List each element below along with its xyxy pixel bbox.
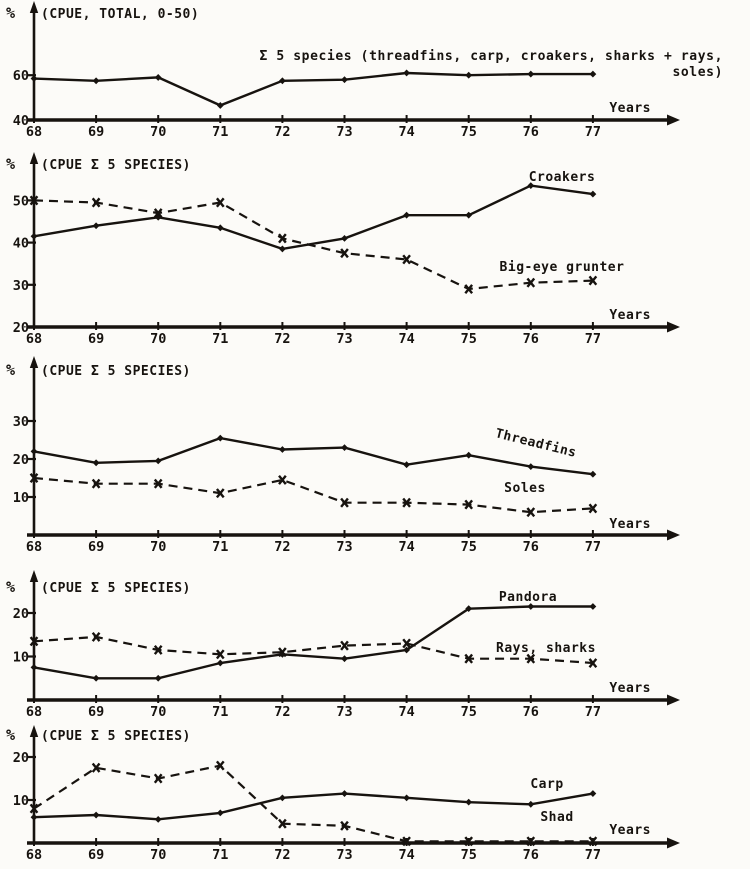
x-tick-label: 71	[212, 539, 229, 555]
series-line-5-species-total	[34, 73, 593, 105]
point-marker-icon	[590, 471, 597, 478]
x-marker-icon	[341, 641, 348, 649]
x-axis-arrow-icon	[667, 838, 680, 849]
x-tick-label: 74	[398, 124, 415, 140]
x-tick-label: 68	[25, 124, 43, 140]
chart-title: (CPUE, TOTAL, 0-50)	[41, 7, 200, 22]
point-marker-icon	[155, 816, 162, 823]
x-tick-label: 77	[584, 704, 602, 720]
series-label-croakers: Croakers	[528, 170, 596, 185]
point-marker-icon	[217, 435, 224, 442]
point-marker-icon	[279, 794, 286, 801]
y-tick-label: 20	[12, 452, 29, 468]
axes	[27, 356, 680, 541]
x-tick-label: 69	[87, 847, 105, 863]
point-marker-icon	[93, 77, 100, 84]
point-marker-icon	[527, 71, 534, 78]
point-marker-icon	[341, 655, 348, 662]
point-marker-icon	[93, 459, 100, 466]
annotation-line: Σ 5 species (threadfins, carp, croakers, sharks + rays,	[259, 49, 723, 64]
point-marker-icon	[31, 664, 38, 671]
percent-label: %	[6, 4, 16, 22]
x-tick-label: 76	[522, 331, 539, 345]
point-marker-icon	[465, 72, 472, 79]
x-tick-label: 73	[336, 704, 353, 720]
chart-title: (CPUE Σ 5 SPECIES)	[41, 581, 191, 596]
point-marker-icon	[341, 790, 348, 797]
chart-canvas-pandora-rays-sharks	[0, 557, 750, 722]
x-tick-label: 69	[87, 539, 105, 555]
point-marker-icon	[279, 77, 286, 84]
point-marker-icon	[590, 603, 597, 610]
x-tick-label: 70	[150, 847, 167, 863]
x-tick-label: 70	[150, 124, 167, 140]
x-tick-label: 72	[274, 539, 291, 555]
x-tick-label: 69	[87, 124, 105, 140]
y-tick-label: 10	[12, 649, 29, 666]
series-line-croakers	[34, 186, 593, 249]
x-tick-label: 73	[336, 124, 353, 140]
chart-title: (CPUE Σ 5 SPECIES)	[41, 364, 191, 379]
x-tick-label: 70	[150, 331, 167, 345]
years-label: Years	[609, 517, 651, 532]
y-tick-label: 10	[12, 793, 29, 809]
x-tick-label: 71	[212, 331, 229, 345]
chart-cpue-total	[0, 0, 750, 145]
x-tick-label: 76	[522, 704, 539, 720]
x-axis-arrow-icon	[667, 322, 680, 333]
y-axis-arrow-icon	[30, 725, 38, 737]
chart-carp-shad	[0, 722, 750, 869]
point-marker-icon	[155, 675, 162, 682]
point-marker-icon	[465, 452, 472, 459]
y-tick-label: 50	[12, 193, 29, 210]
point-marker-icon	[31, 448, 38, 455]
x-tick-label: 70	[150, 704, 167, 720]
y-axis-arrow-icon	[30, 152, 38, 164]
point-marker-icon	[403, 70, 410, 77]
y-tick-label: 20	[12, 750, 29, 766]
x-tick-label: 68	[25, 331, 43, 345]
point-marker-icon	[590, 790, 597, 797]
x-tick-label: 77	[584, 331, 602, 345]
x-tick-label: 75	[460, 124, 477, 140]
x-tick-label: 70	[150, 539, 167, 555]
x-tick-label: 69	[87, 704, 105, 720]
y-tick-label: 30	[12, 277, 29, 294]
x-tick-label: 72	[274, 124, 291, 140]
x-tick-label: 74	[398, 539, 415, 555]
series-label-soles: Soles	[504, 481, 546, 496]
x-tick-label: 73	[336, 847, 353, 863]
series-label-rays-sharks: Rays, sharks	[496, 641, 596, 656]
x-tick-label: 71	[212, 847, 229, 863]
x-tick-label: 76	[522, 847, 539, 863]
chart-canvas-cpue-total	[0, 0, 750, 145]
x-tick-label: 74	[398, 331, 415, 345]
x-tick-label: 75	[460, 331, 477, 345]
x-tick-label: 77	[584, 124, 602, 140]
point-marker-icon	[341, 76, 348, 83]
point-marker-icon	[155, 458, 162, 465]
x-tick-label: 74	[398, 847, 415, 863]
point-marker-icon	[93, 222, 100, 229]
point-marker-icon	[341, 444, 348, 451]
x-tick-label: 68	[25, 704, 43, 720]
y-axis-arrow-icon	[30, 356, 38, 368]
x-tick-label: 68	[25, 847, 43, 863]
y-axis-arrow-icon	[30, 1, 38, 13]
x-tick-label: 74	[398, 704, 415, 720]
point-marker-icon	[403, 794, 410, 801]
point-marker-icon	[279, 446, 286, 453]
y-tick-label: 10	[12, 490, 29, 506]
x-tick-label: 75	[460, 704, 477, 720]
series-label-threadfins: Threadfins	[493, 426, 579, 461]
y-tick-label: 30	[12, 414, 29, 430]
x-tick-label: 69	[87, 331, 105, 345]
point-marker-icon	[590, 71, 597, 78]
y-tick-label: 60	[12, 68, 29, 85]
series-label-carp: Carp	[530, 777, 564, 792]
x-tick-label: 72	[274, 704, 291, 720]
x-tick-label: 71	[212, 704, 229, 720]
series-label-big-eye-grunter: Big-eye grunter	[499, 260, 625, 275]
x-tick-label: 76	[522, 124, 539, 140]
x-axis-arrow-icon	[667, 530, 680, 541]
percent-label: %	[6, 578, 16, 596]
point-marker-icon	[31, 814, 38, 821]
series-label-shad: Shad	[540, 810, 574, 825]
years-label: Years	[609, 101, 651, 116]
point-marker-icon	[279, 246, 286, 253]
y-axis-arrow-icon	[30, 570, 38, 582]
x-tick-label: 75	[460, 847, 477, 863]
chart-pandora-rays-sharks	[0, 557, 750, 722]
chart-title: (CPUE Σ 5 SPECIES)	[41, 158, 191, 173]
x-tick-label: 75	[460, 539, 477, 555]
x-tick-label: 77	[584, 847, 602, 863]
x-axis-arrow-icon	[667, 115, 680, 126]
chart-title: (CPUE Σ 5 SPECIES)	[41, 729, 191, 744]
series-croakers	[31, 182, 597, 252]
series-5-species-total	[31, 70, 597, 109]
point-marker-icon	[403, 212, 410, 219]
annotation-line: soles)	[672, 65, 723, 80]
chart-threadfins-soles	[0, 345, 750, 557]
point-marker-icon	[217, 810, 224, 817]
point-marker-icon	[93, 675, 100, 682]
x-tick-label: 77	[584, 539, 602, 555]
x-tick-label: 73	[336, 331, 353, 345]
point-marker-icon	[465, 799, 472, 806]
percent-label: %	[6, 726, 16, 744]
chart-canvas-threadfins-soles	[0, 345, 750, 557]
y-tick-label: 20	[12, 320, 29, 336]
point-marker-icon	[155, 74, 162, 81]
x-tick-label: 71	[212, 124, 229, 140]
point-marker-icon	[217, 224, 224, 231]
series-line-carp	[34, 794, 593, 820]
point-marker-icon	[341, 235, 348, 242]
years-label: Years	[609, 681, 651, 696]
x-tick-label: 72	[274, 331, 291, 345]
y-tick-label: 40	[12, 235, 29, 252]
series-label-pandora: Pandora	[498, 590, 558, 605]
point-marker-icon	[590, 191, 597, 198]
series-carp	[31, 790, 597, 823]
years-label: Years	[609, 823, 651, 838]
x-tick-label: 72	[274, 847, 291, 863]
x-tick-label: 68	[25, 539, 43, 555]
x-tick-label: 73	[336, 539, 353, 555]
chart-canvas-croakers-grunter	[0, 145, 750, 345]
percent-label: %	[6, 361, 16, 379]
chart-canvas-carp-shad	[0, 722, 750, 869]
chart-croakers-grunter	[0, 145, 750, 345]
point-marker-icon	[527, 463, 534, 470]
percent-label: %	[6, 155, 16, 173]
point-marker-icon	[527, 801, 534, 808]
point-marker-icon	[217, 660, 224, 667]
years-label: Years	[609, 308, 651, 323]
point-marker-icon	[31, 233, 38, 240]
y-tick-label: 20	[12, 606, 29, 622]
y-tick-label: 40	[12, 113, 29, 129]
point-marker-icon	[93, 812, 100, 819]
x-axis-arrow-icon	[667, 695, 680, 706]
point-marker-icon	[403, 461, 410, 468]
x-tick-label: 76	[522, 539, 539, 555]
